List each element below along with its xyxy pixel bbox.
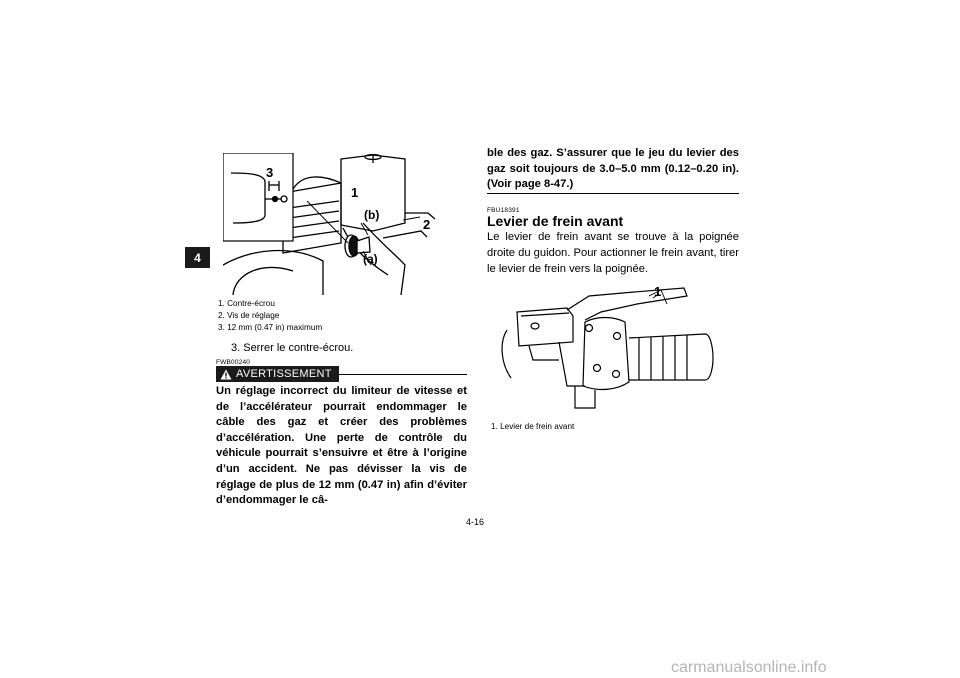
figure2-caption — [491, 421, 574, 433]
throttle-adjust-figure — [223, 153, 463, 295]
section-heading: Levier de frein avant — [487, 213, 624, 229]
brake-lever-figure — [489, 282, 739, 412]
warning-text: Un réglage incorrect du limiteur de vitesse et de l’accélérateur pourrait endommager le câble des gaz et créer des problèmes d’accélération. Une perte de contrôle du véhicule pourrait s’ensuivre et être à l’origine d’un accident. Ne pas dévisser la vis de réglage de plus de 12 mm (0.47 in) afin d’éviter d’endommager le câ- — [216, 385, 467, 507]
caption-item: 1. Levier de frein avant — [491, 422, 575, 431]
warning-triangle-icon — [220, 369, 232, 380]
page-number: 4-16 — [466, 517, 485, 527]
watermark: carmanualsonline.info — [671, 659, 827, 676]
warning-code: FWB00240 — [216, 359, 251, 366]
warning-badge-label: AVERTISSEMENT — [236, 368, 332, 380]
caption-item: 2. Vis de réglage — [218, 311, 280, 320]
caption-item: 1. Contre-écrou — [218, 299, 275, 308]
figure2-label-1: 1 — [654, 284, 662, 299]
step-3: 3. Serrer le contre-écrou. — [231, 342, 354, 354]
figure1-label-a: (a) — [363, 252, 378, 266]
figure1-label-2: 2 — [423, 217, 431, 232]
caption-item: 3. 12 mm (0.47 in) maximum — [218, 323, 323, 332]
figure1-caption — [218, 298, 322, 334]
figure1-label-b: (b) — [364, 208, 380, 222]
continued-warning-text: ble des gaz. S’assurer que le jeu du levier des gaz soit toujours de 3.0–5.0 mm (0.12–0.20 in). (Voir page 8-47.) — [487, 147, 739, 191]
warning-badge — [216, 366, 339, 382]
section-body: Le levier de frein avant se trouve à la poignée droite du guidon. Pour actionner le frein avant, tirer le levier de frein vers la poignée. — [487, 231, 739, 275]
chapter-tab: 4 — [185, 247, 210, 268]
warning-end-rule — [487, 193, 739, 194]
figure1-label-3: 3 — [266, 165, 274, 180]
figure1-label-1: 1 — [351, 185, 359, 200]
section-code: FBU18391 — [487, 207, 520, 214]
